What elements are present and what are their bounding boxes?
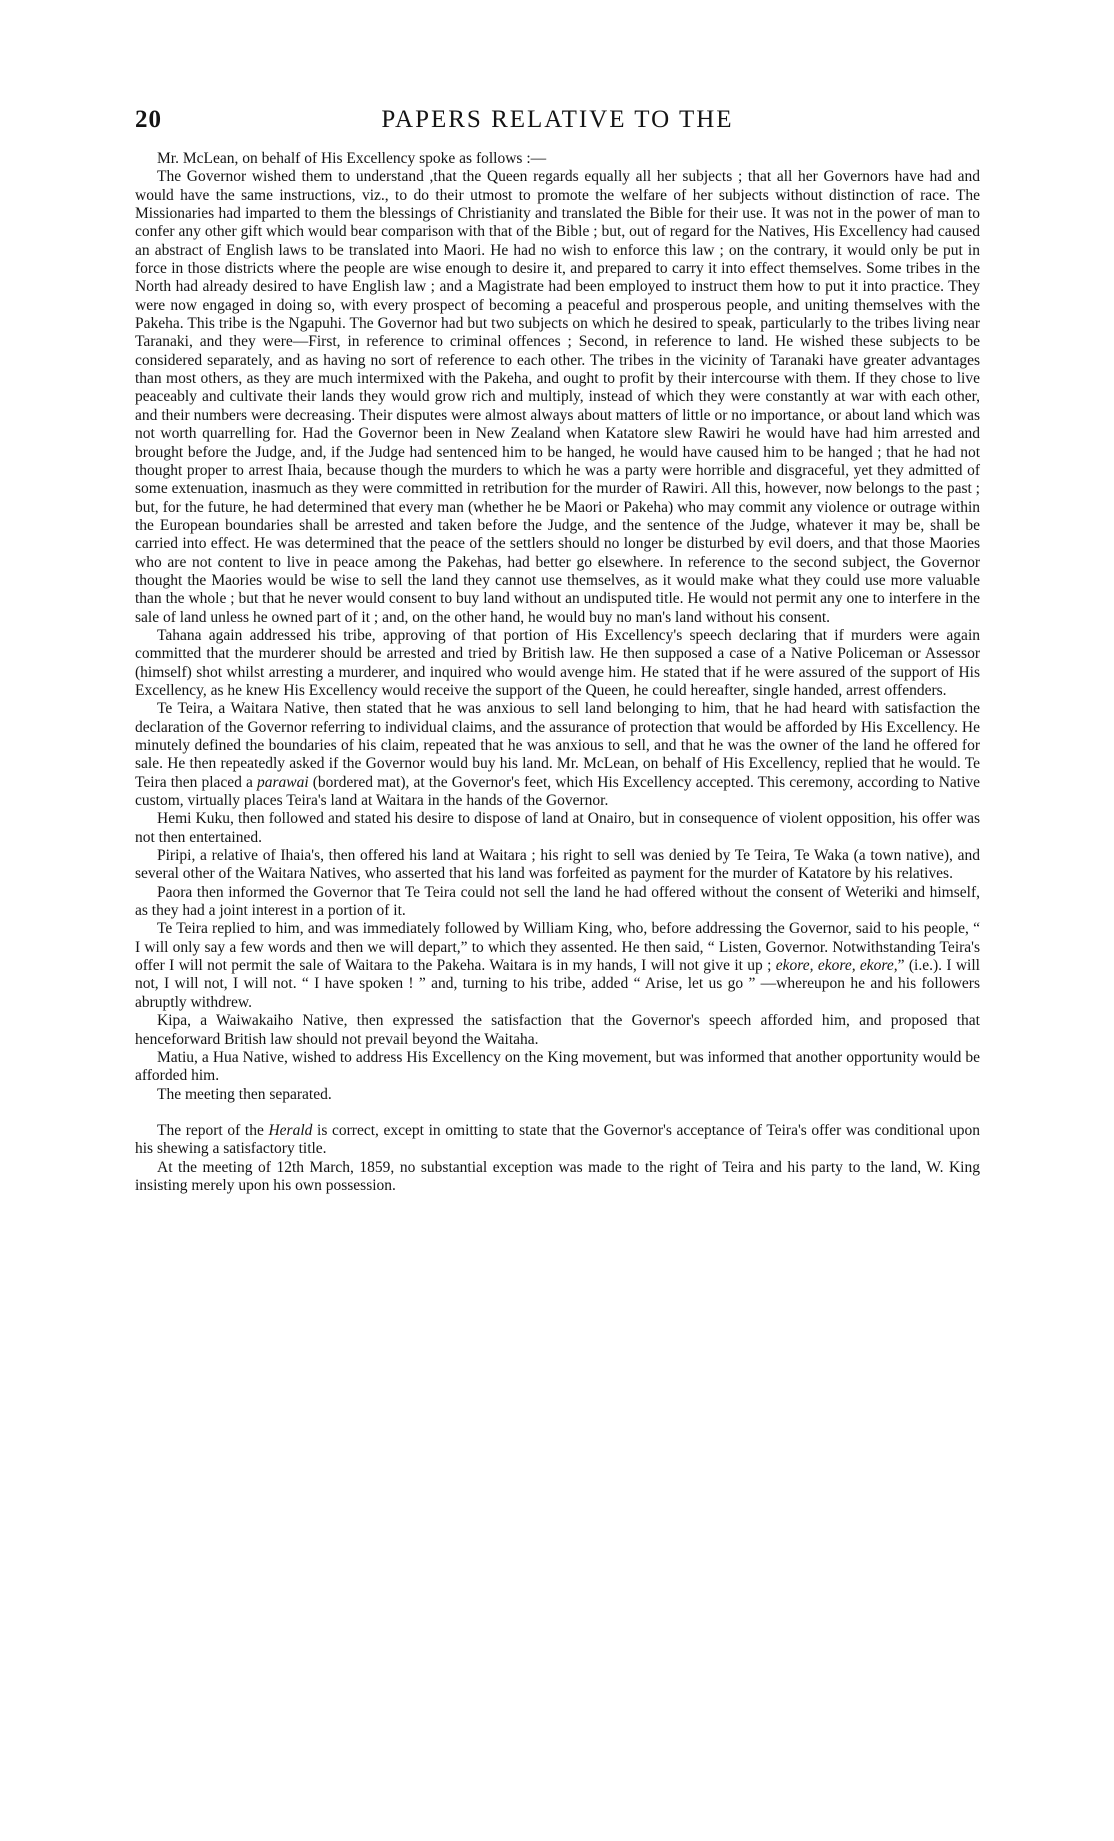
italic-term-ekore: ekore, ekore, ekore, (775, 957, 898, 975)
text-segment: (bordered mat), at the Governor's feet, which His Excellency accepted. This ceremony, according to Native custom, virtually places Teira's land at Waitara in the hands of the Governor. (135, 773, 981, 810)
paragraph-hemi-kuku: Hemi Kuku, then followed and stated his desire to dispose of land at Onairo, but in consequence of violent opposition, his offer was not then entertained. (135, 810, 980, 846)
text-segment: ” (i.e.). I will not, I will not, I will not. “ I have spoken ! ” and, turning to his tribe, added “ Arise, let us go ” —whereupon he and his followers abruptly withdrew. (135, 957, 980, 1011)
paragraph-governor-speech: The Governor wished them to understand ,that the Queen regards equally all her subjects ; that all her Governors have had and would have the same instructions, viz., to do their utmost to promote the welfare of her subjects without distinction of race. The Missionaries had imparted to them the blessings of Christianity and translated the Bible for their use. It was not in the power of man to confer any other gift which would bear comparison with that of the Bible ; but, out of regard for the Natives, His Excellency had caused an abstract of English laws to be translated into Maori. He had no wish to enforce this law ; on the contrary, it would only be put in force in those districts where the people are wise enough to desire it, and prepared to carry it into effect themselves. Some tribes in the North had already desired to have English law ; and a Magistrate had been employed to instruct them how to put it into practice. They were now engaged in doing so, with every prospect of becoming a peaceful and prosperous people, and uniting themselves with the Pakeha. This tribe is the Ngapuhi. The Governor had but two subjects on which he desired to speak, particularly to the tribes living near Taranaki, and they were—First, in reference to criminal offences ; Second, in reference to land. He wished these subjects to be considered separately, and as having no sort of reference to each other. The tribes in the vicinity of Taranaki have greater advantages than most others, as they are much intermixed with the Pakeha, and ought to profit by their intercourse with them. If they chose to live peaceably and cultivate their lands they would grow rich and multiply, instead of which they were constantly at war with each other, and their numbers were decreasing. Their disputes were almost always about matters of little or no importance, or about land which was not worth quarrelling for. Had the Governor been in New Zealand when Katatore slew Rawiri he would have had him arrested and brought before the Judge, and, if the Judge had sentenced him to be hanged, he would have caused him to be hanged ; that he had not thought proper to arrest Ihaia, because though the murders to which he was a party were horrible and disgraceful, yet they admitted of some extenuation, inasmuch as they were committed in retribution for the murder of Rawiri. All this, however, now belongs to the past ; but, for the future, he had determined that every man (whether he be Maori or Pakeha) who may commit any violence or outrage within the European boundaries shall be arrested and taken before the Judge, and the sentence of the Judge, whatever it may be, shall be carried into effect. He was determined that the peace of the settlers should no longer be disturbed by evil doers, and that those Maories who are not content to live in peace among the Pakehas, had better go elsewhere. In reference to the second subject, the Governor thought the Maories would be wise to sell the land they cannot use themselves, as it would make what they could use more valuable than the whole ; but that he never would consent to buy land without an undisputed title. He would not permit any one to interfere in the sale of land unless he owned part of it ; and, on the other hand, he would buy no man's land without his consent. (135, 168, 980, 626)
paragraph-herald-report (135, 1122, 980, 1159)
paragraph-kipa: Kipa, a Waiwakaiho Native, then expressed the satisfaction that the Governor's speech afforded him, and proposed that henceforward British law should not prevail beyond the Waitaha. (135, 1012, 980, 1048)
page-number: 20 (135, 106, 162, 133)
page-header (135, 0, 980, 140)
running-title: PAPERS RELATIVE TO THE (381, 106, 734, 133)
paragraph-march-meeting: At the meeting of 12th March, 1859, no substantial exception was made to the right of Teira and his party to the land, W. King insisting merely upon his own possession. (135, 1158, 980, 1194)
paragraph-te-teira-offer (135, 700, 980, 810)
page (135, 0, 981, 1194)
paragraph-william-king (135, 920, 980, 1012)
paragraph-mclean-intro: Mr. McLean, on behalf of His Excellency spoke as follows :— (157, 150, 547, 167)
body-text (135, 150, 980, 1195)
text-segment: is correct, except in omitting to state that the Governor's acceptance of Teira's offer was conditional upon his shewing a satisfactory title. (135, 1121, 980, 1158)
paragraph-tahana: Tahana again addressed his tribe, approving of that portion of His Excellency's speech declaring that if murders were again committed that the murderer should be arrested and tried by British law. He then supposed a case of a Native Policeman or Assessor (himself) shot whilst arresting a murderer, and inquired who would avenge him. He stated that if he were assured of the support of His Excellency, as he knew His Excellency would receive the support of the Queen, he could hereafter, single handed, arrest offenders. (135, 626, 980, 699)
text-segment: The report of the (157, 1121, 269, 1139)
paragraph-piripi: Piripi, a relative of Ihaia's, then offered his land at Waitara ; his right to sell was denied by Te Teira, Te Waka (a town native), and several other of the Waitara Natives, who asserted that his land was forfeited as payment for the murder of Katatore by his relatives. (135, 847, 980, 883)
italic-term-herald: Herald (268, 1121, 313, 1139)
text-segment: Te Teira, a Waitara Native, then stated that he was anxious to sell land belonging to him, that he had heard with satisfaction the declaration of the Governor referring to individual claims, and the assurance of protection that would be afforded by His Excellency. He minutely defined the boundaries of his claim, repeated that he was anxious to sell, and that he was the owner of the land he offered for sale. He then repeatedly asked if the Governor would buy his land. Mr. McLean, on behalf of His Excellency, replied that he would. Te Teira then placed a (135, 700, 980, 791)
text-segment: Te Teira replied to him, and was immediately followed by William King, who, before addressing the Governor, said to his people, “ I will only say a few words and then we will depart,” to which they assented. He then said, “ Listen, Governor. Notwithstanding Teira's offer I will not permit the sale of Waitara to the Pakeha. Waitara is in my hands, I will not give it up ; (135, 920, 980, 975)
paragraph-paora: Paora then informed the Governor that Te Teira could not sell the land he had offered without the consent of Weteriki and himself, as they had a joint interest in a portion of it. (135, 883, 980, 920)
paragraph-matiu: Matiu, a Hua Native, wished to address His Excellency on the King movement, but was informed that another opportunity would be afforded him. (135, 1048, 980, 1085)
paragraph-meeting-separated: The meeting then separated. (157, 1085, 332, 1103)
italic-term-parawai: parawai (256, 773, 309, 791)
